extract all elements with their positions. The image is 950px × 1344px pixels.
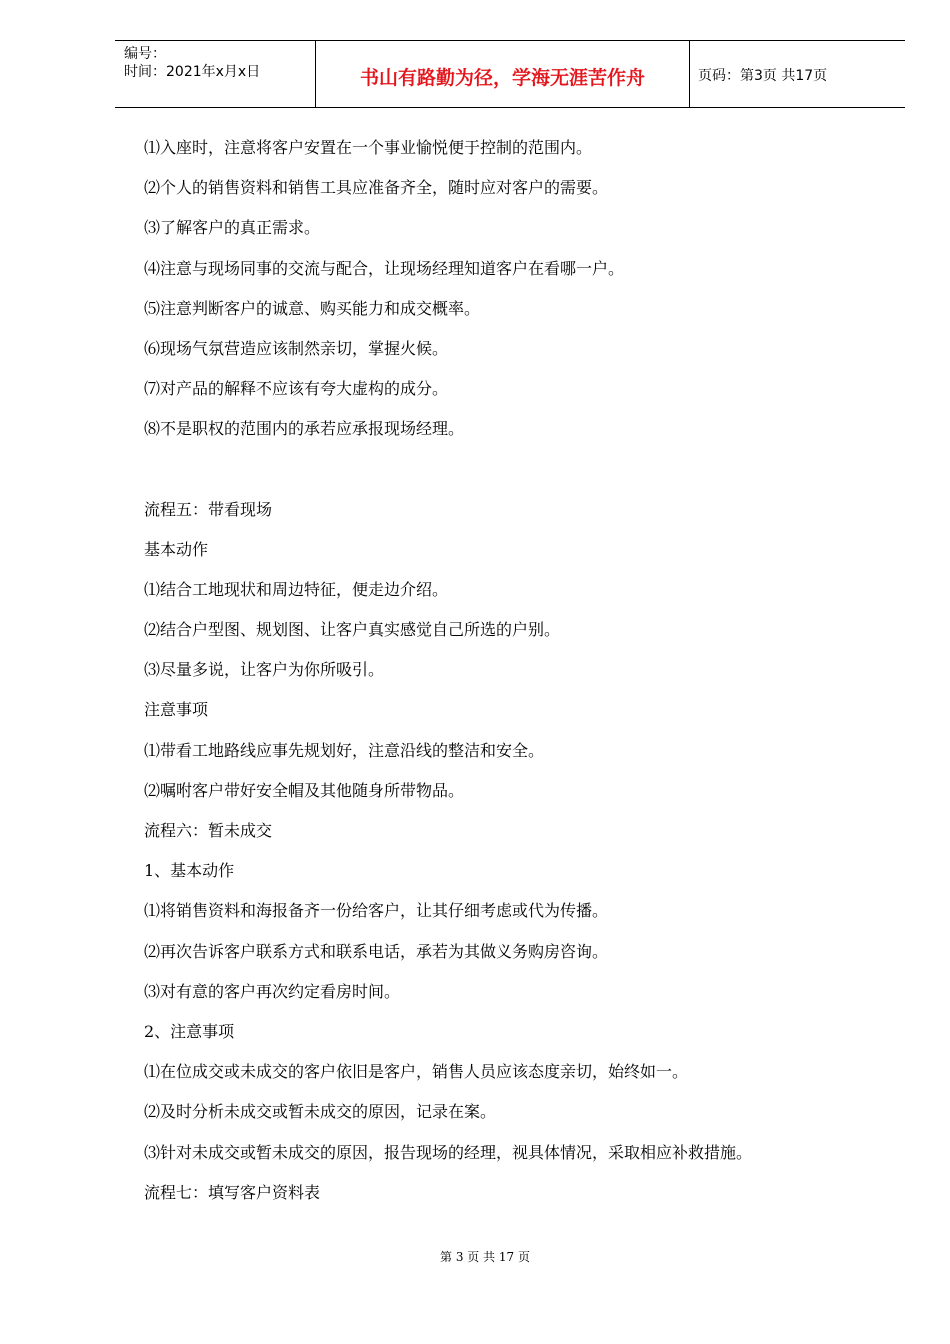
section-heading: 流程五：带看现场 — [144, 499, 273, 519]
paragraph-line: ⑴带看工地路线应事先规划好，注意沿线的整洁和安全。 — [144, 740, 545, 760]
section-heading: 流程七：填写客户资料表 — [144, 1182, 321, 1202]
subsection-heading: 2、注意事项 — [144, 1021, 235, 1041]
paragraph-line: ⑴在位成交或未成交的客户依旧是客户，销售人员应该态度亲切，始终如一。 — [144, 1062, 689, 1082]
section-heading: 流程六：暂未成交 — [144, 821, 273, 840]
subsection-heading: 注意事项 — [144, 700, 209, 720]
paragraph-line: ⑵嘱咐客户带好安全帽及其他随身所带物品。 — [144, 780, 465, 800]
subsection-heading: 1、基本动作 — [144, 861, 235, 881]
page-footer: 第 3 页 共 17 页 — [440, 1250, 530, 1264]
document-body — [144, 131, 884, 1216]
paragraph-line: ⑷注意与现场同事的交流与配合，让现场经理知道客户在看哪一户。 — [144, 258, 625, 278]
paragraph-line: ⑵再次告诉客户联系方式和联系电话，承若为其做义务购房咨询。 — [144, 941, 609, 961]
header-meta — [115, 41, 316, 107]
paragraph-line: ⑵个人的销售资料和销售工具应准备齐全，随时应对客户的需要。 — [144, 178, 609, 198]
paragraph-line: ⑴将销售资料和海报备齐一份给客户，让其仔细考虑或代为传播。 — [144, 901, 609, 921]
paragraph-line: ⑵及时分析未成交或暂未成交的原因，记录在案。 — [144, 1102, 497, 1122]
paragraph-line: ⑵结合户型图、规划图、让客户真实感觉自己所选的户别。 — [144, 620, 561, 640]
page-header — [115, 40, 905, 108]
header-page-info: 页码：第3页 共17页 — [698, 68, 828, 84]
paragraph-line: ⑶尽量多说，让客户为你所吸引。 — [144, 660, 385, 680]
paragraph-line: ⑴入座时，注意将客户安置在一个事业愉悦便于控制的范围内。 — [144, 138, 593, 157]
paragraph-line: ⑶针对未成交或暂未成交的原因，报告现场的经理，视具体情况，采取相应补救措施。 — [144, 1142, 753, 1162]
header-motto: 书山有路勤为径，学海无涯苦作舟 — [316, 41, 690, 107]
subsection-heading: 基本动作 — [144, 539, 209, 559]
blank-line — [144, 453, 884, 493]
paragraph-line: ⑶对有意的客户再次约定看房时间。 — [144, 981, 401, 1001]
paragraph-line: ⑸注意判断客户的诚意、购买能力和成交概率。 — [144, 298, 481, 318]
document-number-label: 编号： — [124, 46, 166, 62]
paragraph-line: ⑶了解客户的真正需求。 — [144, 218, 321, 238]
paragraph-line: ⑻不是职权的范围内的承若应承报现场经理。 — [144, 419, 465, 439]
paragraph-line: ⑺对产品的解释不应该有夸大虚构的成分。 — [144, 379, 449, 399]
document-time: 时间：2021年x月x日 — [124, 64, 261, 80]
paragraph-line: ⑹现场气氛营造应该制然亲切，掌握火候。 — [144, 338, 449, 358]
paragraph-line: ⑴结合工地现状和周边特征，便走边介绍。 — [144, 579, 449, 599]
